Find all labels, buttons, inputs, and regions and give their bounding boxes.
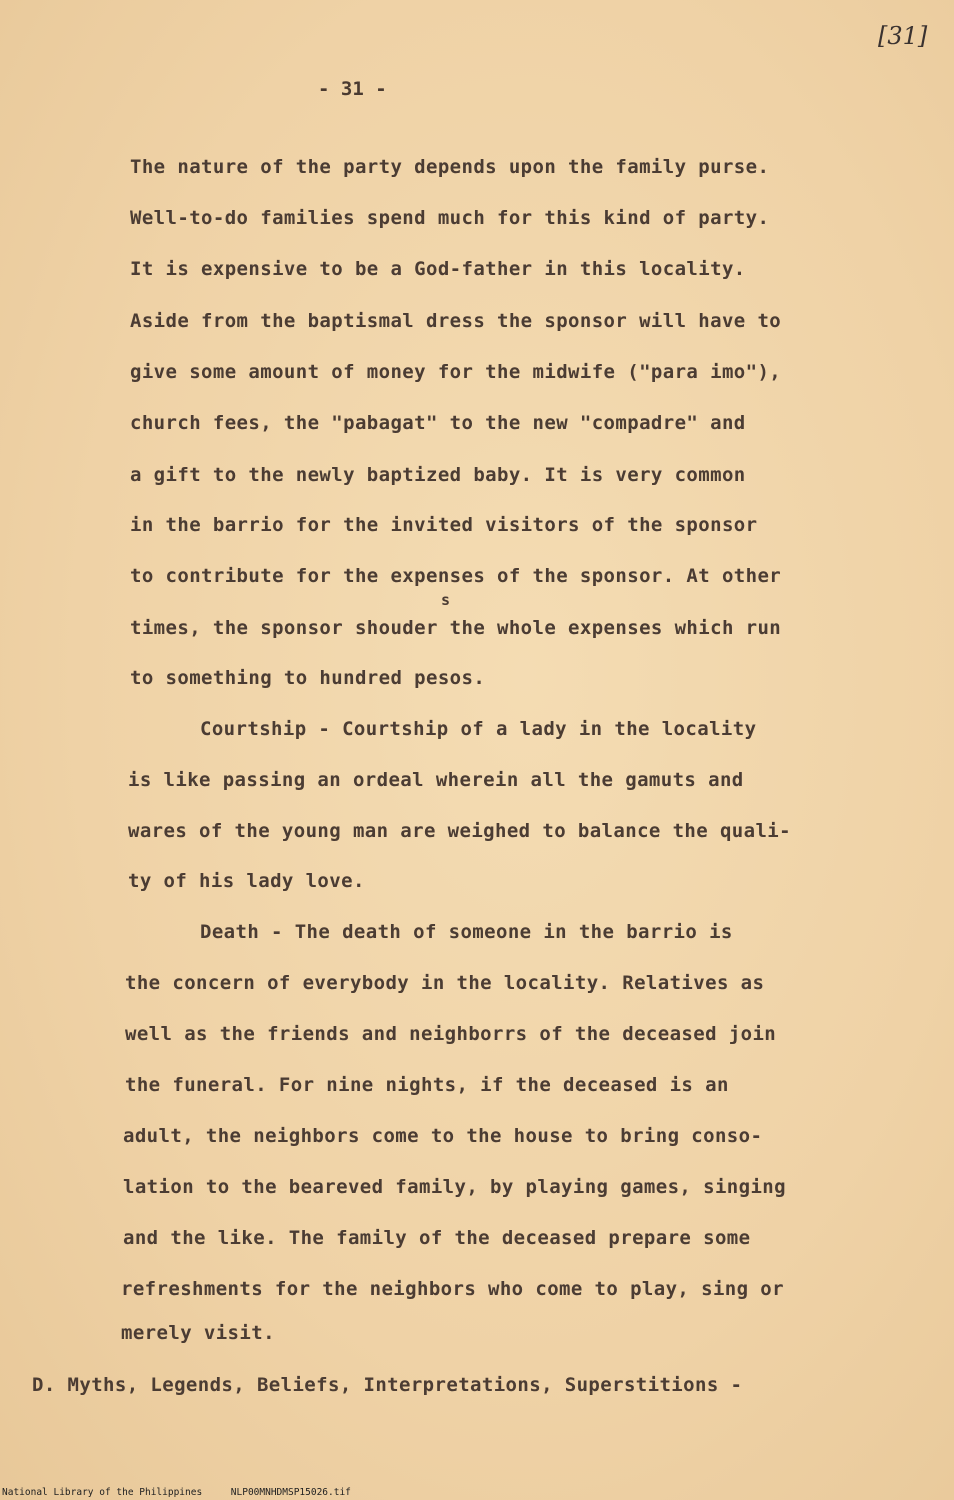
section-heading-death: Death - The death of someone in the barrio is (200, 921, 733, 943)
text-line: adult, the neighbors come to the house to bring conso- (123, 1125, 763, 1147)
text-line: times, the sponsor shouder the whole expenses which run (130, 617, 782, 639)
text-line: refreshments for the neighbors who come to play, sing or (121, 1278, 784, 1300)
text-line: the funeral. For nine nights, if the deceased is an (125, 1074, 729, 1096)
text-line: ty of his lady love. (128, 870, 365, 892)
text-line: church fees, the "pabagat" to the new "compadre" and (130, 412, 746, 434)
text-line: lation to the beareved family, by playing games, singing (123, 1176, 786, 1198)
text-line: Aside from the baptismal dress the sponsor will have to (130, 310, 782, 332)
page-number: - 31 - (318, 78, 387, 100)
text-line: It is expensive to be a God-father in this locality. (130, 258, 746, 280)
correction-mark: s (441, 591, 451, 609)
text-line: and the like. The family of the deceased prepare some (123, 1227, 751, 1249)
text-line: the concern of everybody in the locality. Relatives as (125, 972, 765, 994)
section-heading-myths: D. Myths, Legends, Beliefs, Interpretations, Superstitions - (32, 1374, 743, 1396)
section-heading-courtship: Courtship - Courtship of a lady in the locality (200, 718, 757, 740)
text-line: is like passing an ordeal wherein all the gamuts and (128, 769, 744, 791)
text-line: give some amount of money for the midwife ("para imo"), (130, 361, 782, 383)
text-line: a gift to the newly baptized baby. It is very common (130, 464, 746, 486)
text-line: well as the friends and neighborrs of the deceased join (125, 1023, 777, 1045)
text-line: Well-to-do families spend much for this kind of party. (130, 207, 770, 229)
text-line: merely visit. (121, 1322, 275, 1344)
text-line: in the barrio for the invited visitors of the sponsor (130, 514, 758, 536)
text-line: wares of the young man are weighed to balance the quali- (128, 820, 791, 842)
scan-footer: National Library of the Philippines NLP00MNHDMSP15026.tif (2, 1487, 351, 1498)
text-line: The nature of the party depends upon the family purse. (130, 156, 770, 178)
text-line: to something to hundred pesos. (130, 667, 486, 689)
text-line: to contribute for the expenses of the sponsor. At other (130, 565, 782, 587)
margin-page-note: [31] (878, 22, 928, 50)
